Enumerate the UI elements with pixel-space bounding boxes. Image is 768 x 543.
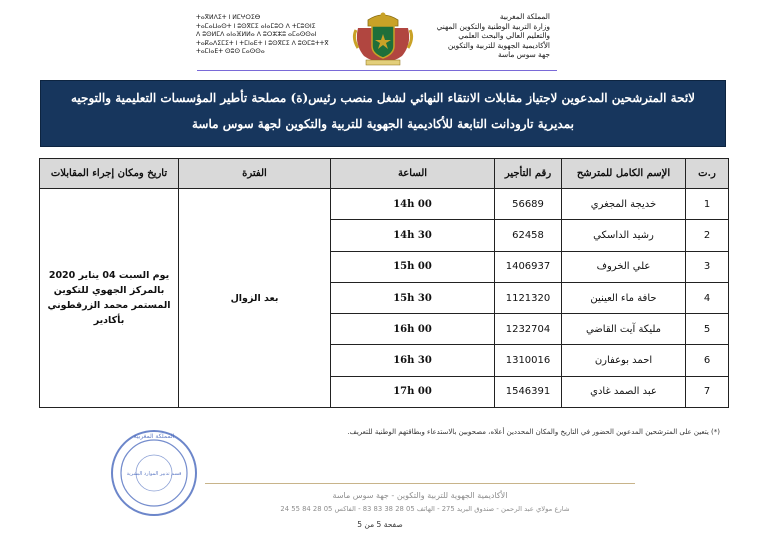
arabic-header-line: المملكة المغربية	[499, 12, 550, 21]
official-stamp	[108, 428, 200, 518]
cell-time: 17h 00	[331, 376, 495, 407]
cell-name: احمد بوعفارن	[562, 345, 686, 376]
cell-index: 7	[686, 376, 729, 407]
cell-place: يوم السبت 04 يناير 2020 بالمركز الجهوي للتكوين المستمر محمد الزرقطوني بأكادير	[40, 189, 179, 408]
cell-index: 4	[686, 282, 729, 313]
title-line-2: بمديرية تارودانت التابعة للأكاديمية الجهوية للتربية والتكوين لجهة سوس ماسة	[191, 117, 575, 131]
cell-id: 62458	[495, 220, 562, 251]
title-banner	[40, 80, 726, 147]
footnote: (*) يتعين على المترشحين المدعوين الحضور في التاريخ والمكان المحددين أعلاه، مصحوبين بالاستدعاء وبطاقتهم الوطنية للتعريف.	[347, 428, 720, 436]
cell-id: 1121320	[495, 282, 562, 313]
title-line-1: لائحة المترشحين المدعوين لاجتياز مقابلات الانتقاء النهائي لشغل منصب رئيس(ة) مصلحة تأطير المؤسسات التعليمية والتوجيه	[70, 91, 696, 105]
page-number: صفحة 5 من 5	[357, 520, 403, 529]
cell-time: 15h 30	[331, 282, 495, 313]
cell-name: عبد الصمد غادي	[562, 376, 686, 407]
arabic-header-line: وزارة التربية الوطنية والتكوين المهني	[436, 21, 550, 31]
cell-time: 16h 00	[331, 314, 495, 345]
col-header-time: الساعة	[331, 159, 495, 189]
col-header-name: الإسم الكامل للمترشح	[562, 159, 686, 189]
cell-id: 1546391	[495, 376, 562, 407]
candidates-table	[39, 158, 729, 408]
cell-time: 16h 30	[331, 345, 495, 376]
table-header-row	[40, 159, 729, 189]
arabic-header-line: والتعليم العالي والبحث العلمي	[458, 31, 550, 41]
tifinagh-line: ⵜⴰⵎⵏⴰⴹⵜ ⵙⵓⵙ ⵎⴰⵙⵙⴰ	[196, 48, 265, 56]
arabic-header-line: الأكاديمية الجهوية للتربية والتكوين	[447, 40, 550, 50]
cell-id: 56689	[495, 189, 562, 220]
stamp-top-text: المملكة المغربية	[133, 433, 175, 440]
cell-name: خديجة المجغري	[562, 189, 686, 220]
coat-of-arms-icon	[352, 8, 414, 66]
cell-time: 14h 30	[331, 220, 495, 251]
cell-id: 1232704	[495, 314, 562, 345]
cell-index: 3	[686, 251, 729, 282]
cell-period: بعد الزوال	[179, 189, 331, 408]
header-divider	[197, 70, 557, 71]
cell-name: علي الخروف	[562, 251, 686, 282]
cell-index: 5	[686, 314, 729, 345]
col-header-period: الفترة	[179, 159, 331, 189]
cell-time: 15h 00	[331, 251, 495, 282]
tifinagh-line: ⵜⴰⴽⴰⴷⵉⵎⵉⵜ ⵏ ⵜⵎⵏⴰⴹⵜ ⵏ ⵓⵙⴳⵎⵉ ⴷ ⵓⵙⵎⵓⵜⵜⴳ	[196, 39, 329, 47]
table-row	[40, 189, 729, 220]
arabic-header	[420, 12, 550, 60]
cell-name: مليكة آيت القاضي	[562, 314, 686, 345]
stamp-center-text: قسم تدبير الموارد البشرية	[126, 471, 182, 477]
footer-divider	[205, 483, 635, 484]
footer-address: شارع مولاي عبد الرحمن - صندوق البريد 275 - الهاتف 05 28 38 83 83 - الفاكس 05 28 84 55 24	[280, 505, 570, 513]
cell-index: 6	[686, 345, 729, 376]
col-header-place: تاريخ ومكان إجراء المقابلات	[40, 159, 179, 189]
cell-id: 1406937	[495, 251, 562, 282]
cell-index: 1	[686, 189, 729, 220]
tifinagh-line: ⴷ ⵓⵙⵍⵎⴷ ⴰⵏⴰⴼⵍⵍⴰ ⴷ ⵓⵔⵣⵣⵓ ⴰⵎⴰⵙⵙⴰⵏ	[196, 31, 317, 39]
col-header-id: رقم التأجير	[495, 159, 562, 189]
tifinagh-line: ⵜⴰⴳⵍⴷⵉⵜ ⵏ ⵍⵎⵖⵔⵉⴱ	[196, 14, 261, 21]
tifinagh-header	[196, 14, 346, 57]
col-header-index: ر.ت	[686, 159, 729, 189]
cell-id: 1310016	[495, 345, 562, 376]
cell-name: رشيد الداسكي	[562, 220, 686, 251]
footer-institution: الأكاديمية الجهوية للتربية والتكوين - جهة سوس ماسة	[332, 491, 508, 500]
cell-time: 14h 00	[331, 189, 495, 220]
cell-index: 2	[686, 220, 729, 251]
tifinagh-line: ⵜⴰⵎⴰⵡⴰⵙⵜ ⵏ ⵓⵙⴳⵎⵉ ⴰⵏⴰⵎⵓⵔ ⴷ ⵜⵎⵓⵙⵏⵉ	[196, 22, 316, 30]
cell-name: حافة ماء العينين	[562, 282, 686, 313]
arabic-header-line: جهة سوس ماسة	[497, 50, 550, 60]
